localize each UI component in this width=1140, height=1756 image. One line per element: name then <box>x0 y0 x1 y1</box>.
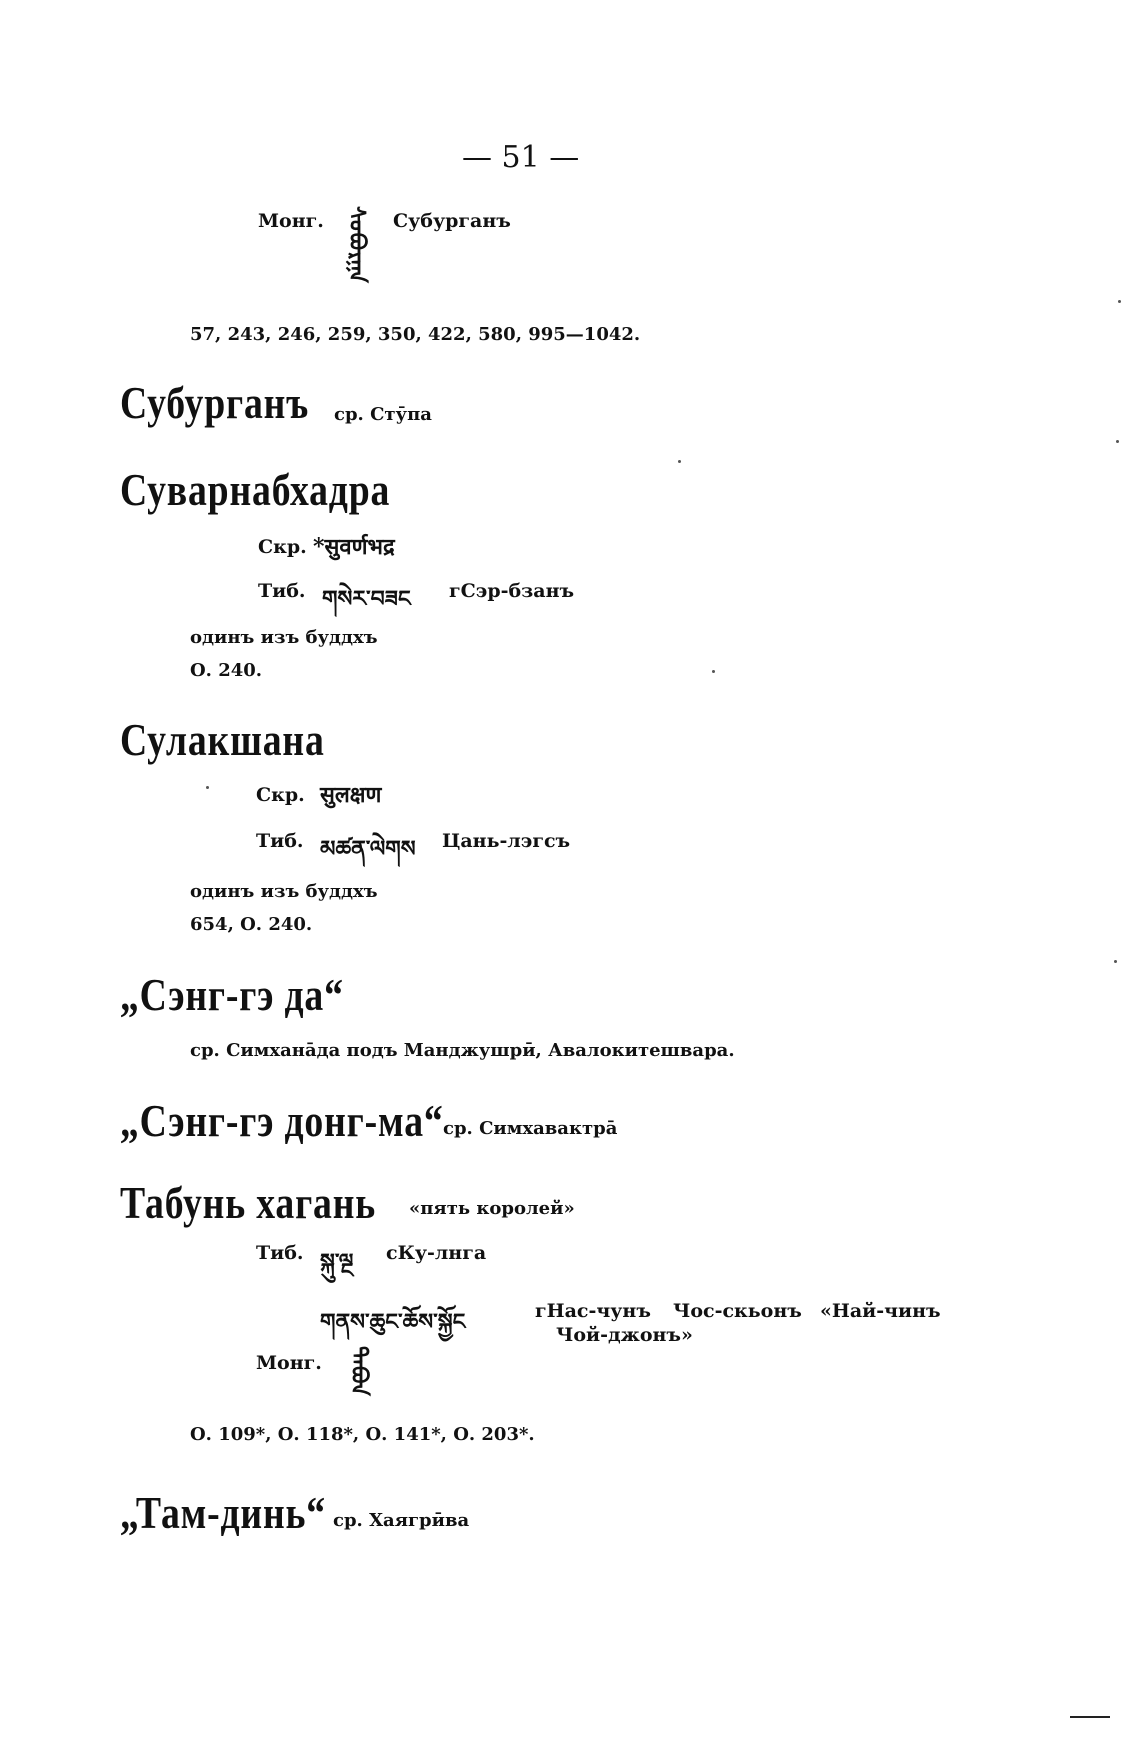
headword-tabun-khagan: Табунь хагань <box>120 1177 377 1228</box>
cross-reference: ср. Стӯпа <box>334 404 432 425</box>
scan-speck <box>712 670 715 673</box>
tibetan-translit: сКу-лнга <box>386 1242 487 1264</box>
mong-translit: Субурганъ <box>393 210 511 232</box>
headword-sulakshana: Сулакшана <box>120 714 325 765</box>
tibetan-script: མཚན་ལེགས <box>320 836 416 862</box>
scan-speck <box>1116 440 1119 443</box>
mong-label: Монг. <box>258 210 324 232</box>
tibetan-translit-2c: Чой-джонъ» <box>556 1324 693 1346</box>
tibetan-script-2: གནས་ཆུང་ཆོས་སྐྱོང <box>320 1309 466 1335</box>
tibetan-translit: Цань-лэгсъ <box>442 830 571 852</box>
page-refs: 57, 243, 246, 259, 350, 422, 580, 995—1042. <box>190 324 641 345</box>
skr-label: Скр. <box>256 784 305 806</box>
tibetan-translit-2d: «Най-чинъ <box>820 1300 941 1322</box>
tibetan-translit: гСэр-бзанъ <box>449 580 575 602</box>
entry-description: одинъ изъ буддхъ <box>190 881 378 902</box>
page-refs: 654, О. 240. <box>190 914 313 935</box>
scan-speck <box>1114 960 1117 963</box>
cross-reference: ср. Симханāда подъ Манджушрӣ, Авалокитешвара. <box>190 1040 735 1061</box>
page-refs: О. 109*, О. 118*, О. 141*, О. 203*. <box>190 1424 535 1445</box>
mong-label: Монг. <box>256 1352 322 1374</box>
page-number: — 51 — <box>462 140 580 175</box>
sanskrit-script: *सुवर्णभद्र <box>313 534 395 560</box>
page-refs: О. 240. <box>190 660 263 681</box>
tib-label: Тиб. <box>256 830 304 852</box>
tibetan-translit-2b: Чос-скьонъ <box>673 1300 802 1322</box>
scan-speck <box>678 460 681 463</box>
mongolian-script: ᠲᠠᠪᠤᠨ <box>346 1346 372 1396</box>
sanskrit-script: सुलक्षण <box>320 782 382 808</box>
headword-suvarnabhadra: Суварнабхадра <box>120 464 391 515</box>
mongolian-script: ᠰᠤᠪᠤᠷᠭᠠ <box>344 206 370 283</box>
headword-tamdin: „Там-динь“ <box>120 1487 326 1538</box>
headword-senge-dongma: „Сэнг-гэ донг-ма“ <box>120 1095 444 1146</box>
tibetan-translit-2a: гНас-чунъ <box>535 1300 651 1322</box>
headword-senge-da: „Сэнг-гэ да“ <box>120 969 344 1020</box>
skr-label: Скр. <box>258 536 307 558</box>
tibetan-script: གསེར་བཟང <box>322 586 411 612</box>
scan-speck <box>206 786 209 789</box>
tibetan-script: སྐུ་ལྔ <box>320 1249 354 1275</box>
tib-label: Тиб. <box>256 1242 304 1264</box>
tib-label: Тиб. <box>258 580 306 602</box>
scan-edge-mark <box>1070 1716 1110 1718</box>
scan-speck <box>1118 300 1121 303</box>
entry-description: одинъ изъ буддхъ <box>190 627 378 648</box>
gloss: «пять королей» <box>409 1198 575 1219</box>
cross-reference: ср. Хаягрӣва <box>333 1510 470 1531</box>
headword-suburgan: Субурганъ <box>120 377 310 428</box>
cross-reference: ср. Симхавактрā <box>443 1118 618 1139</box>
